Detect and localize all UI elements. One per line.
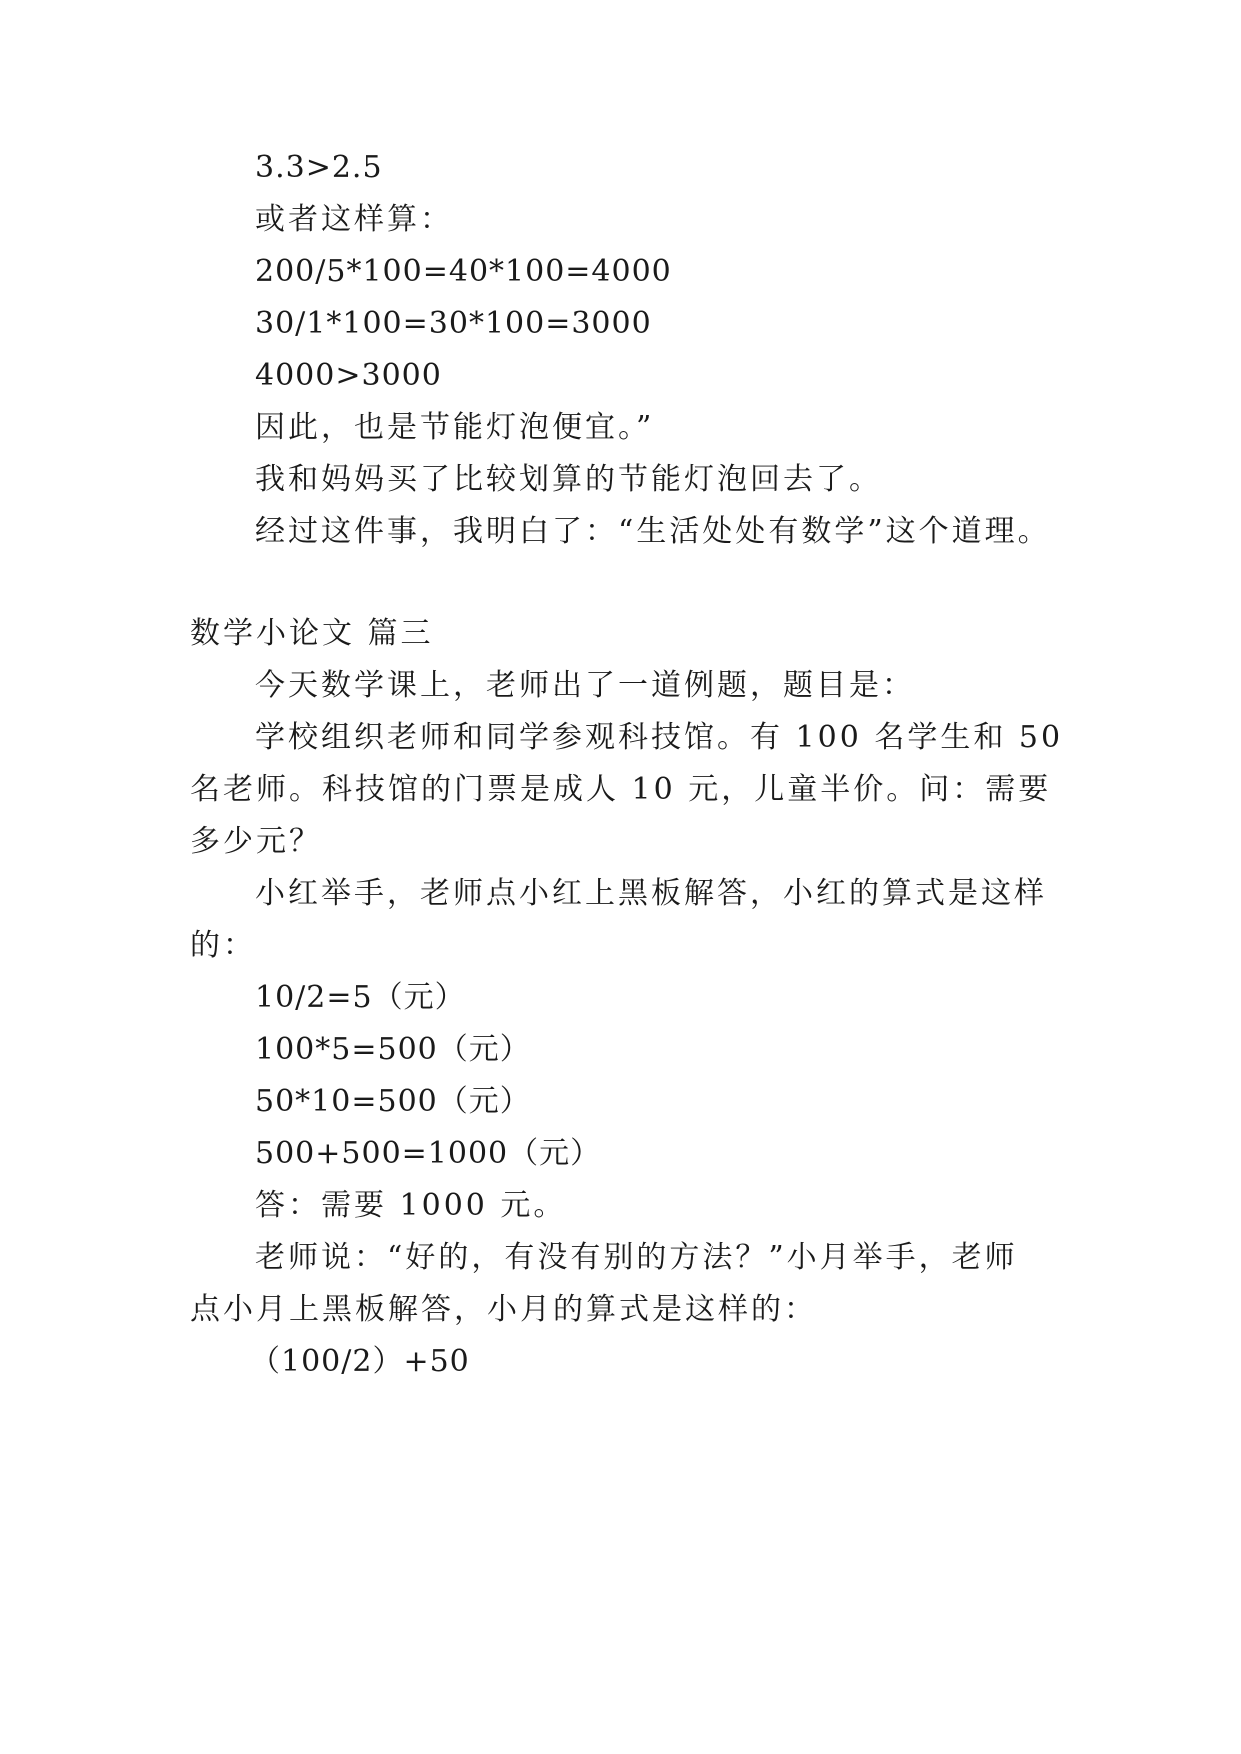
- text-line: 今天数学课上，老师出了一道例题，题目是：: [255, 668, 915, 703]
- text-line: 或者这样算：: [255, 202, 453, 237]
- math-line: 200/5*100=40*100=4000: [255, 254, 672, 289]
- math-line: 30/1*100=30*100=3000: [255, 306, 652, 341]
- text-line: 多少元？: [190, 824, 322, 859]
- text-line: 老师说：“好的，有没有别的方法？”小月举手，老师: [255, 1240, 1018, 1275]
- math-line: 50*10=500（元）: [255, 1084, 531, 1119]
- answer-line: 答：需要 1000 元。: [255, 1188, 567, 1223]
- math-line: 100*5=500（元）: [255, 1032, 531, 1067]
- text-line: 点小月上黑板解答，小月的算式是这样的：: [190, 1292, 817, 1327]
- math-line: 500+500=1000（元）: [255, 1136, 602, 1171]
- text-line: 的：: [190, 928, 256, 963]
- math-line: （100/2）+50: [250, 1344, 470, 1379]
- text-line: 我和妈妈买了比较划算的节能灯泡回去了。: [255, 462, 882, 497]
- text-line: 因此，也是节能灯泡便宜。”: [255, 410, 655, 445]
- math-line: 10/2=5（元）: [255, 980, 466, 1015]
- math-line: 3.3>2.5: [255, 150, 383, 185]
- text-line: 经过这件事，我明白了：“生活处处有数学”这个道理。: [255, 514, 1051, 549]
- text-line: 名老师。科技馆的门票是成人 10 元，儿童半价。问：需要: [190, 772, 1052, 807]
- math-line: 4000>3000: [255, 358, 442, 393]
- text-line: 小红举手，老师点小红上黑板解答，小红的算式是这样: [255, 876, 1047, 911]
- text-line: 学校组织老师和同学参观科技馆。有 100 名学生和 50: [255, 720, 1064, 755]
- section-title: 数学小论文 篇三: [190, 616, 434, 651]
